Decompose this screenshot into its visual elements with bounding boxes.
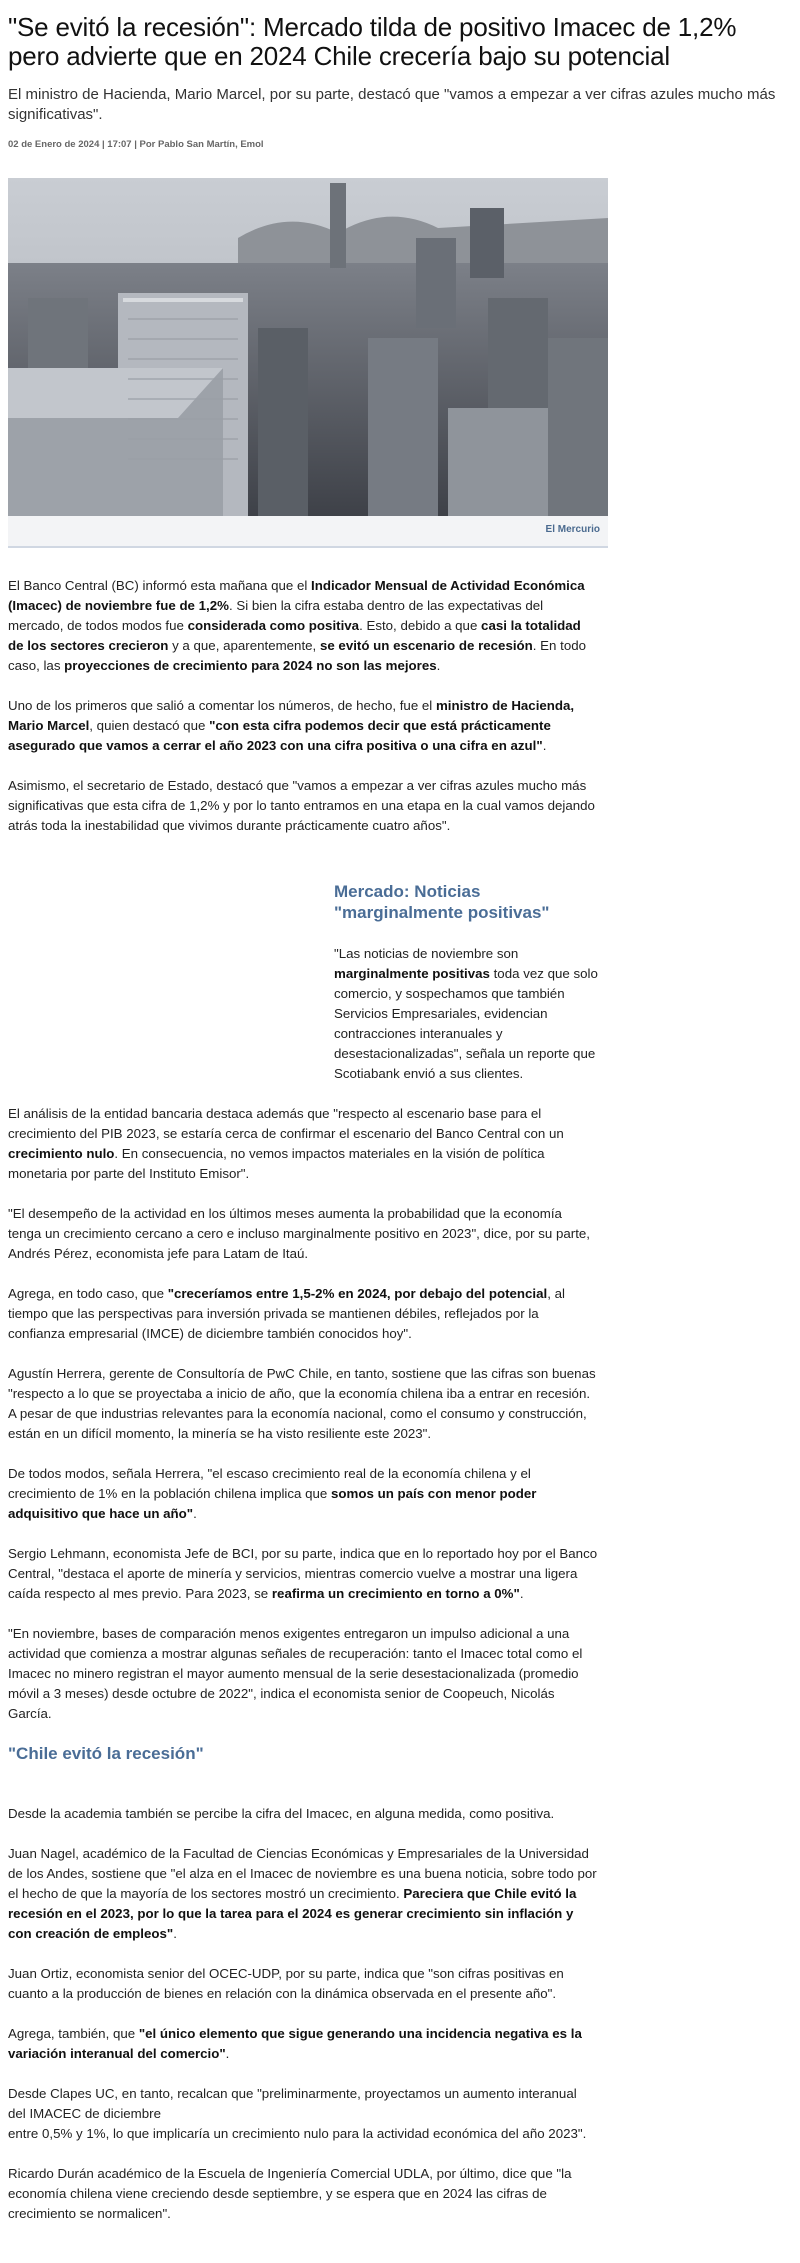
paragraph	[8, 1364, 598, 1444]
bold-text: considerada como positiva	[187, 618, 360, 633]
bold-text: somos un país con menor poder adquisitivo que hace un año"	[8, 1486, 537, 1521]
text-run: "En noviembre, bases de comparación menos exigentes entregaron un impulso adicional a una actividad que comienza a mostrar algunas señales de recuperación: tanto el Imacec total como el Imacec no minero registran el mayor aumento mensual de la serie desestacionalizada (promedio móvil a 3 meses) desde octubre de 2022", indica el economista senior de Coopeuch, Nicolás García.	[8, 1626, 583, 1721]
text-run: .	[193, 1506, 197, 1521]
bold-text: proyecciones de crecimiento para 2024 no son las mejores	[64, 658, 437, 673]
text-run: Sergio Lehmann, economista Jefe de BCI, por su parte, indica que en lo reportado hoy por el Banco Central, "destaca el aporte de minería y servicios, mientras comercio vuelve a mostrar una ligera caída respecto al mes previo. Para 2023, se	[8, 1546, 598, 1601]
text-run: .	[519, 1586, 524, 1601]
text-run: , quien destacó que	[89, 718, 210, 733]
text-run: Desde la academia también se percibe la cifra del Imacec, en alguna medida, como positiva.	[8, 1806, 555, 1821]
text-run: , al tiempo que las perspectivas para inversión privada se mantienen débiles, reflejados por la confianza empresarial (IMCE) de diciembre también conocidos hoy".	[8, 1286, 565, 1341]
paragraph	[8, 2084, 598, 2144]
bold-text: casi la totalidad de los sectores crecieron	[8, 618, 581, 653]
text-run: Uno de los primeros que salió a comentar los números, de hecho, fue el	[8, 698, 436, 713]
text-run: .	[542, 738, 547, 753]
text-run: "Las noticias de noviembre son	[334, 946, 519, 961]
santiago-skyline-image	[8, 178, 608, 516]
sidebar-heading: Mercado: Noticias "marginalmente positivas"	[334, 882, 550, 922]
photo-caption: El Mercurio	[8, 516, 608, 546]
text-run: . Si bien la cifra estaba dentro de las expectativas del mercado, de todos modos fue	[8, 598, 544, 633]
bold-text: Indicador Mensual de Actividad Económica (Imacec) de noviembre fue de 1,2%	[8, 578, 585, 613]
article-body	[8, 576, 598, 2224]
paragraph	[8, 1284, 598, 1344]
text-run: Agustín Herrera, gerente de Consultoría de PwC Chile, en tanto, sostiene que las cifras son buenas "respecto a lo que se proyectaba a inicio de año, que la economía chilena iba a entrar en recesión. A pesar de que industrias relevantes para la economía nacional, como el consumo y construcción, están en un difícil momento, la minería se ha visto resiliente este 2023".	[8, 1366, 596, 1441]
text-run: .	[173, 1926, 177, 1941]
bold-text: ministro de Hacienda, Mario Marcel	[8, 698, 575, 733]
text-run: Agrega, también, que	[8, 2026, 139, 2041]
text-run: "El desempeño de la actividad en los últimos meses aumenta la probabilidad que la economía tenga un crecimiento cercano a cero e incluso marginalmente positivo en 2023", dice, por su parte, Andrés Pérez, economista jefe para Latam de Itaú.	[8, 1206, 590, 1261]
text-run: Juan Nagel, académico de la Facultad de Ciencias Económicas y Empresariales de la Universidad de los Andes, sostiene que "el alza en el Imacec de noviembre es una buena noticia, sobre todo por el hecho de que la mayoría de los sectores mostró un crecimiento.	[8, 1846, 597, 1901]
paragraph	[8, 1204, 598, 1264]
text-run: El Banco Central (BC) informó esta mañana que el	[8, 578, 312, 593]
article-subtitle: El ministro de Hacienda, Mario Marcel, por su parte, destacó que "vamos a empezar a ver cifras azules mucho más significativas".	[8, 86, 776, 123]
bold-text: marginalmente positivas	[334, 966, 490, 981]
text-run: . En todo caso, las	[8, 638, 587, 673]
text-run: . Esto, debido a que	[359, 618, 482, 633]
text-run: Asimismo, el secretario de Estado, destacó que "vamos a empezar a ver cifras azules mucho más significativas que esta cifra de 1,2% y por lo tanto entramos en una etapa en la cual vamos dejando atrás toda la inestabilidad que vivimos durante prácticamente cuatro años".	[8, 778, 595, 833]
text-run: .	[225, 2046, 230, 2061]
bold-text: Pareciera que Chile evitó la recesión en el 2023, por lo que la tarea para el 2024 es generar crecimiento sin inflación y con creación de empleos"	[8, 1886, 577, 1941]
text-run: .	[436, 658, 441, 673]
bold-text: se evitó un escenario de recesión	[319, 638, 533, 653]
paragraph	[8, 576, 598, 676]
bold-text: reafirma un crecimiento en torno a 0%"	[271, 1586, 520, 1601]
text-run: Ricardo Durán académico de la Escuela de Ingeniería Comercial UDLA, por último, dice que "la economía chilena viene creciendo desde septiembre, y se espera que en 2024 las cifras de crecimiento se normalicen".	[8, 2166, 572, 2221]
text-run: toda vez que solo comercio, y sospechamos que también Servicios Empresariales, evidencian contracciones interanuales y desestacionalizadas", señala un reporte que Scotiabank envió a sus clientes.	[334, 966, 598, 1081]
bold-text: "creceríamos entre 1,5-2% en 2024, por debajo del potencial	[167, 1286, 548, 1301]
paragraph	[8, 776, 598, 836]
sidebar-quote	[334, 944, 604, 1084]
paragraph	[8, 1804, 598, 1824]
text-run: . En consecuencia, no vemos impactos materiales en la visión de política monetaria por parte del Instituto Emisor".	[8, 1146, 545, 1181]
text-run: Agrega, en todo caso, que	[8, 1286, 168, 1301]
paragraph	[8, 1844, 598, 1944]
article-byline: 02 de Enero de 2024 | 17:07 | Por Pablo San Martín, Emol	[8, 139, 264, 150]
text-run: El análisis de la entidad bancaria destaca además que "respecto al escenario base para el crecimiento del PIB 2023, se estaría cerca de confirmar el escenario del Banco Central con un	[8, 1106, 564, 1141]
paragraph	[8, 1544, 598, 1604]
text-run: y a que, aparentemente,	[168, 638, 320, 653]
paragraph	[8, 1624, 598, 1724]
text-run: De todos modos, señala Herrera, "el escaso crecimiento real de la economía chilena y el crecimiento de 1% en la población chilena implica que	[8, 1466, 531, 1501]
paragraph	[8, 1104, 598, 1184]
paragraph	[8, 696, 598, 756]
sidebar-quote-box	[334, 881, 604, 1084]
article-title: "Se evitó la recesión": Mercado tilda de positivo Imacec de 1,2% pero advierte que en 2024 Chile crecería bajo su potencial	[8, 12, 737, 71]
bold-text: "el único elemento que sigue generando una incidencia negativa es la variación interanual del comercio"	[8, 2026, 582, 2061]
paragraph	[8, 2164, 598, 2224]
paragraph	[8, 2024, 598, 2064]
section-heading: "Chile evitó la recesión"	[8, 1744, 204, 1763]
paragraph	[8, 1964, 598, 2004]
bold-text: "con esta cifra podemos decir que está prácticamente asegurado que vamos a cerrar el año 2023 con una cifra positiva o una cifra en azul"	[8, 718, 551, 753]
bold-text: crecimiento nulo	[8, 1146, 115, 1161]
text-run: Juan Ortiz, economista senior del OCEC-UDP, por su parte, indica que "son cifras positivas en cuanto a la producción de bienes en relación con la dinámica observada en el presente año".	[8, 1966, 564, 2001]
paragraph	[8, 1464, 598, 1524]
text-run: Desde Clapes UC, en tanto, recalcan que "preliminarmente, proyectamos un aumento interanual del IMACEC de diciembre entre 0,5% y 1%, lo que implicaría un crecimiento nulo para la actividad económica del año 2023".	[8, 2086, 587, 2141]
article-photo	[8, 178, 608, 548]
